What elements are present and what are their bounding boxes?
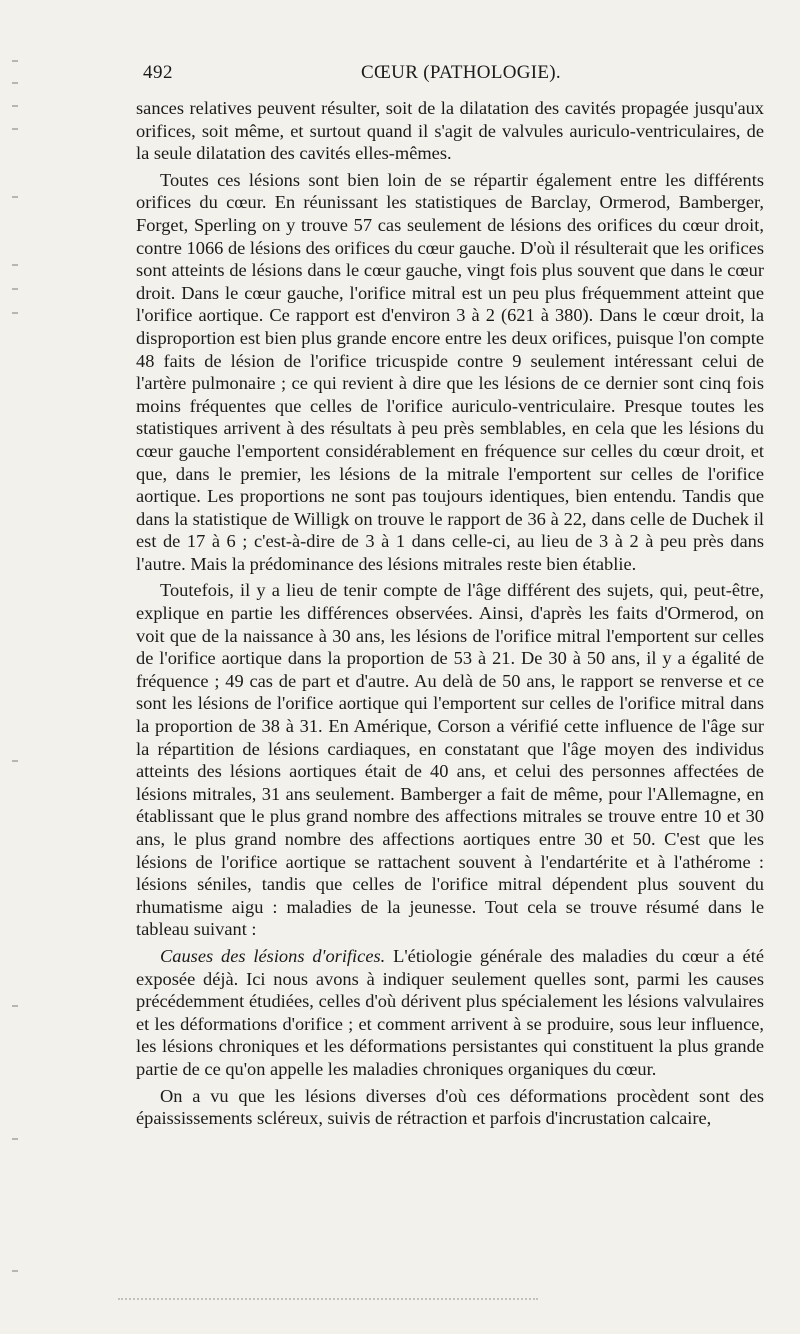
paragraph-continuation: sances relatives peuvent résulter, soit de la dilatation des cavités propagée jusqu'aux orifices, soit même, et surtout quand il s'agit de valvules auriculo-ventriculaires, de la seule dilatation des cavités elles-mêmes. <box>136 98 764 164</box>
running-header <box>143 62 763 90</box>
bottom-dotted-rule <box>118 1298 538 1302</box>
paragraph-causes <box>136 945 764 1081</box>
paragraph-statistics: Toutes ces lésions sont bien loin de se répartir également entre les différents orifices du cœur. En réunissant les statistiques de Barclay, Ormerod, Bamberger, Forget, Sperling on y trouve 57 cas seulement de lésions des orifices du cœur droit, contre 1066 de lésions des orifices du cœur gauche. D'où il résulterait que les orifices sont atteints de lésions dans le cœur gauche, vingt fois plus souvent que dans le cœur droit. Dans le cœur gauche, l'orifice mitral est un peu plus fréquemment atteint que l'orifice aortique. Ce rapport est d'environ 3 à 2 (621 à 380). Dans le cœur droit, la disproportion est bien plus grande encore entre les deux orifices, puisque l'on compte 48 faits de lésion de l'orifice tricuspide contre 9 seulement intéressant celui de l'artère pulmonaire ; ce qui revient à dire que les lésions de ce dernier sont cinq fois moins fréquentes que celles de l'orifice auriculo-ventriculaire. Presque toutes les statistiques arrivent à des résultats à peu près semblables, en cela que les lésions du cœur gauche l'emportent considérablement en fréquence sur celles du cœur droit, et que, dans le premier, les lésions de la mitrale l'emportent sur celles de l'orifice aortique. Les proportions ne sont pas toujours identiques, bien entendu. Tandis que dans la statistique de Willigk on trouve le rapport de 36 à 22, dans celle de Duchek il est de 17 à 6 ; c'est-à-dire de 3 à 1 dans celle-ci, au lieu de 3 à 2 à peu près dans l'autre. Mais la prédominance des lésions mitrales reste bien établie. <box>136 169 764 574</box>
section-lead-causes: Causes des lésions d'orifices. <box>160 945 386 966</box>
body-text <box>136 97 764 1130</box>
page-heading: CŒUR (PATHOLOGIE). <box>361 62 561 83</box>
page-number: 492 <box>143 62 173 83</box>
scan-margin-marks <box>0 0 30 1334</box>
paragraph-causes-text: L'étiologie générale des maladies du cœur a été exposée déjà. Ici nous avons à indiquer seulement quelles sont, parmi les causes précédemment étudiées, celles d'où dérivent plus spécialement les lésions valvulaires et les déformations d'orifice ; et comment arrivent à se produire, sous leur influence, les lésions chroniques et les déformations persistantes qui constituent la plus grande partie de ce qu'on appelle les maladies chroniques organiques du cœur. <box>136 945 764 1079</box>
paragraph-age-influence: Toutefois, il y a lieu de tenir compte de l'âge différent des sujets, qui, peut-être, explique en partie les différences observées. Ainsi, d'après les faits d'Ormerod, on voit que de la naissance à 30 ans, les lésions de l'orifice mitral l'emportent sur celles de l'orifice aortique dans la proportion de 53 à 21. De 30 à 50 ans, il y a égalité de fréquence ; 49 cas de part et d'autre. Au delà de 50 ans, le rapport se renverse et ce sont les lésions de l'orifice aortique qui l'emportent sur celles de l'orifice mitral dans la proportion de 38 à 31. En Amérique, Corson a vérifié cette influence de l'âge sur la répartition de lésions cardiaques, en constatant que l'âge moyen des individus atteints des lésions aortiques était de 40 ans, et celui des personnes affectées de lésions mitrales, 31 ans seulement. Bamberger a fait de même, pour l'Allemagne, en établissant que le plus grand nombre des affections mitrales se trouve entre 10 et 30 ans, le plus grand nombre des affections aortiques entre 30 et 50. C'est que les lésions de l'orifice aortique se rattachent souvent à l'endartérite et à l'athérome : lésions séniles, tandis que celles de l'orifice mitral dépendent plus souvent du rhumatisme aigu : maladies de la jeunesse. Tout cela se trouve résumé dans le tableau suivant : <box>136 580 764 940</box>
paragraph-lesions: On a vu que les lésions diverses d'où ces déformations procèdent sont des épaississements scléreux, suivis de rétraction et parfois d'incrustation calcaire, <box>136 1085 764 1129</box>
